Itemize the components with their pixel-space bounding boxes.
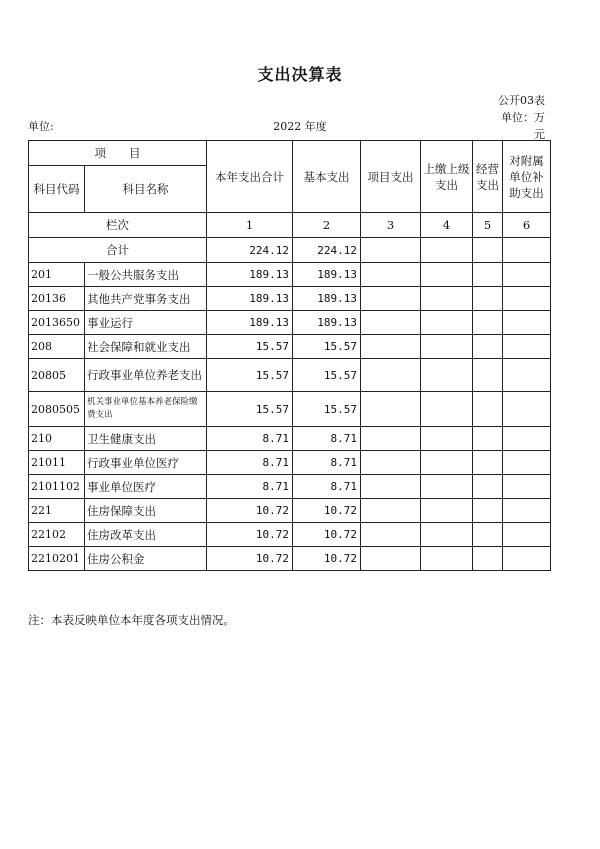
row-project-expense [361, 263, 421, 287]
row-basic: 8.71 [293, 475, 361, 499]
row-total: 15.57 [207, 359, 293, 392]
row-basic: 15.57 [293, 359, 361, 392]
row-upper-payment [421, 263, 473, 287]
row-subsidy [503, 287, 551, 311]
row-upper-payment [421, 499, 473, 523]
row-code: 2080505 [29, 392, 85, 427]
row-upper-payment [421, 427, 473, 451]
row-project-expense [361, 427, 421, 451]
row-upper-payment [421, 547, 473, 571]
row-code: 22102 [29, 523, 85, 547]
row-total: 189.13 [207, 311, 293, 335]
table-row [29, 475, 551, 499]
row-total: 10.72 [207, 547, 293, 571]
header-project-expense: 项目支出 [361, 141, 421, 213]
currency-unit-line-1: 单位：万 [501, 111, 545, 124]
row-business [473, 287, 503, 311]
row-business [473, 263, 503, 287]
row-subsidy [503, 523, 551, 547]
row-business [473, 451, 503, 475]
row-upper-payment [421, 335, 473, 359]
row-code: 2013650 [29, 311, 85, 335]
row-name: 机关事业单位基本养老保险缴费支出 [85, 392, 207, 427]
row-total: 15.57 [207, 335, 293, 359]
row-subsidy [503, 263, 551, 287]
row-project-expense [361, 287, 421, 311]
row-subsidy [503, 335, 551, 359]
row-project-expense [361, 547, 421, 571]
form-number: 公开03表 [498, 94, 545, 107]
sum-total: 224.12 [207, 238, 293, 263]
row-name: 一般公共服务支出 [85, 263, 207, 287]
row-code: 21011 [29, 451, 85, 475]
row-name: 住房公积金 [85, 547, 207, 571]
row-subsidy [503, 392, 551, 427]
row-upper-payment [421, 451, 473, 475]
row-business [473, 427, 503, 451]
row-basic: 8.71 [293, 427, 361, 451]
sum-row [29, 238, 551, 263]
row-code: 208 [29, 335, 85, 359]
expenditure-table [28, 140, 551, 571]
row-name: 行政事业单位养老支出 [85, 359, 207, 392]
table-row [29, 359, 551, 392]
col-number-5: 5 [473, 213, 503, 238]
row-basic: 15.57 [293, 335, 361, 359]
row-basic: 189.13 [293, 287, 361, 311]
row-upper-payment [421, 475, 473, 499]
row-name: 住房改革支出 [85, 523, 207, 547]
row-upper-payment [421, 359, 473, 392]
row-project-expense [361, 359, 421, 392]
col-number-2: 2 [293, 213, 361, 238]
header-basic: 基本支出 [293, 141, 361, 213]
header-lanci: 栏次 [29, 213, 207, 238]
row-basic: 10.72 [293, 499, 361, 523]
row-total: 10.72 [207, 499, 293, 523]
col-number-3: 3 [361, 213, 421, 238]
row-name: 住房保障支出 [85, 499, 207, 523]
row-code: 210 [29, 427, 85, 451]
row-upper-payment [421, 523, 473, 547]
row-basic: 189.13 [293, 263, 361, 287]
row-code: 2101102 [29, 475, 85, 499]
row-business [473, 359, 503, 392]
table-row [29, 499, 551, 523]
header-project: 项 目 [29, 141, 207, 166]
row-total: 8.71 [207, 427, 293, 451]
row-name: 行政事业单位医疗 [85, 451, 207, 475]
row-code: 221 [29, 499, 85, 523]
row-upper-payment [421, 392, 473, 427]
header-business: 经营支出 [473, 141, 503, 213]
row-project-expense [361, 475, 421, 499]
currency-unit-line-2: 元 [534, 128, 545, 141]
header-upper-payment: 上缴上级支出 [421, 141, 473, 213]
row-project-expense [361, 311, 421, 335]
col-number-1: 1 [207, 213, 293, 238]
row-name: 卫生健康支出 [85, 427, 207, 451]
sum-basic: 224.12 [293, 238, 361, 263]
row-code: 2210201 [29, 547, 85, 571]
row-basic: 10.72 [293, 523, 361, 547]
row-total: 189.13 [207, 287, 293, 311]
row-total: 8.71 [207, 451, 293, 475]
row-basic: 15.57 [293, 392, 361, 427]
row-basic: 10.72 [293, 547, 361, 571]
row-total: 15.57 [207, 392, 293, 427]
header-subsidy: 对附属单位补助支出 [503, 141, 551, 213]
row-basic: 8.71 [293, 451, 361, 475]
row-upper-payment [421, 287, 473, 311]
header-total: 本年支出合计 [207, 141, 293, 213]
row-business [473, 311, 503, 335]
row-business [473, 392, 503, 427]
table-row [29, 547, 551, 571]
header-code: 科目代码 [29, 166, 85, 213]
row-project-expense [361, 523, 421, 547]
row-total: 10.72 [207, 523, 293, 547]
row-subsidy [503, 311, 551, 335]
table-row [29, 287, 551, 311]
row-business [473, 523, 503, 547]
row-name: 事业运行 [85, 311, 207, 335]
row-business [473, 499, 503, 523]
row-subsidy [503, 359, 551, 392]
col-number-4: 4 [421, 213, 473, 238]
sum-label: 合计 [29, 238, 207, 263]
table-row [29, 451, 551, 475]
table-row [29, 263, 551, 287]
table-row [29, 392, 551, 427]
row-subsidy [503, 475, 551, 499]
page-title: 支出决算表 [257, 65, 343, 84]
row-subsidy [503, 499, 551, 523]
row-code: 20805 [29, 359, 85, 392]
row-upper-payment [421, 311, 473, 335]
table-row [29, 427, 551, 451]
row-name: 社会保障和就业支出 [85, 335, 207, 359]
table-row [29, 311, 551, 335]
row-subsidy [503, 547, 551, 571]
table-row [29, 523, 551, 547]
row-project-expense [361, 335, 421, 359]
row-business [473, 547, 503, 571]
table-row [29, 335, 551, 359]
row-total: 8.71 [207, 475, 293, 499]
row-name: 事业单位医疗 [85, 475, 207, 499]
row-project-expense [361, 499, 421, 523]
row-code: 201 [29, 263, 85, 287]
row-code: 20136 [29, 287, 85, 311]
col-number-6: 6 [503, 213, 551, 238]
row-subsidy [503, 427, 551, 451]
row-basic: 189.13 [293, 311, 361, 335]
row-business [473, 475, 503, 499]
header-name: 科目名称 [85, 166, 207, 213]
unit-label: 单位: [28, 120, 54, 133]
row-project-expense [361, 392, 421, 427]
fiscal-year: 2022 年度 [273, 120, 327, 133]
row-project-expense [361, 451, 421, 475]
row-name: 其他共产党事务支出 [85, 287, 207, 311]
row-subsidy [503, 451, 551, 475]
row-total: 189.13 [207, 263, 293, 287]
row-business [473, 335, 503, 359]
currency-unit [501, 109, 545, 143]
footnote: 注：本表反映单位本年度各项支出情况。 [28, 613, 235, 627]
